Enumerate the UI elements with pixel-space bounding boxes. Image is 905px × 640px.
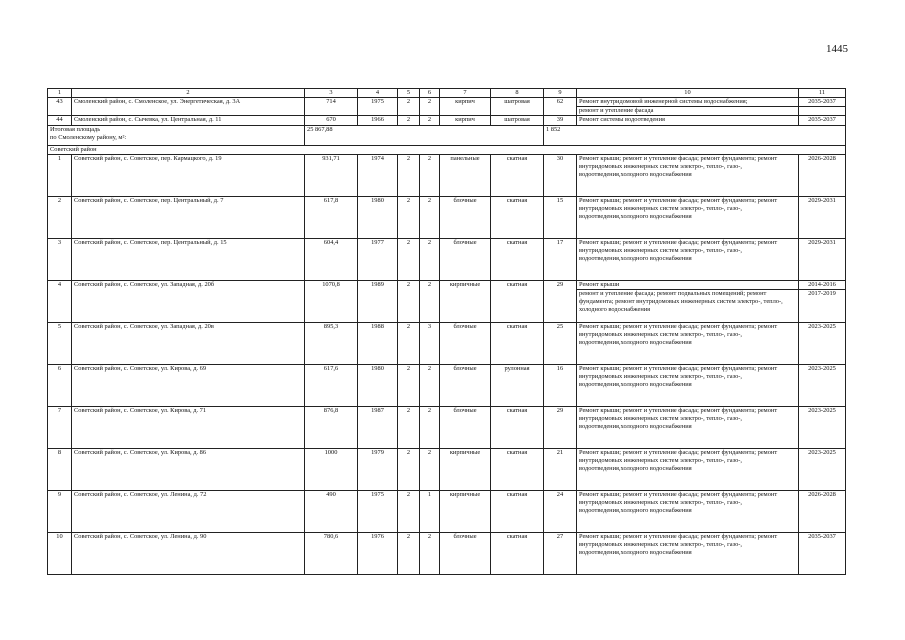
col6-cell: 2 [420, 281, 440, 323]
table-row [48, 533, 846, 575]
address-cell: Советский район, с. Советское, ул. Западная, д. 20в [72, 323, 305, 365]
period-cell: 2026-2028 [799, 155, 846, 197]
address-cell: Советский район, с. Советское, ул. Западная, д. 20б [72, 281, 305, 323]
period-cell: 2029-2031 [799, 197, 846, 239]
area-cell: 780,6 [305, 533, 358, 575]
col9-cell: 29 [544, 281, 577, 323]
year-cell: 1987 [358, 407, 398, 449]
work-cell: Ремонт крыши; ремонт и утепление фасада; ремонт фундамента; ремонт внутридомовых инженерных систем электро-, тепло-, газо-, водоотведения,холодного водоснабжения [577, 197, 799, 239]
row-number: 10 [48, 533, 72, 575]
wall-material-cell: кирпичные [440, 491, 491, 533]
wall-material-cell: блочные [440, 239, 491, 281]
table-row [48, 155, 846, 197]
work-cell: Ремонт крыши; ремонт и утепление фасада; ремонт фундамента; ремонт внутридомовых инженерных систем электро-, тепло-, газо-, водоотведения,холодного водоснабжения [577, 533, 799, 575]
wall-material-cell: блочные [440, 365, 491, 407]
address-cell: Советский район, с. Советское, ул. Кирова, д. 69 [72, 365, 305, 407]
col5-cell: 2 [398, 533, 420, 575]
summary-label-line: Итоговая площадь [50, 126, 101, 133]
col6-cell: 1 [420, 491, 440, 533]
area-cell: 895,3 [305, 323, 358, 365]
column-number: 11 [799, 89, 846, 98]
roof-type-cell: шатровая [491, 98, 544, 116]
address-cell: Смоленский район, с. Сычевка, ул. Центральная, д. 11 [72, 116, 305, 126]
period-cell: 2023-2025 [799, 365, 846, 407]
roof-type-cell: скатная [491, 155, 544, 197]
roof-type-cell: скатная [491, 491, 544, 533]
period-cell: 2035-2037 [799, 116, 846, 126]
roof-type-cell: скатная [491, 449, 544, 491]
area-cell: 617,6 [305, 365, 358, 407]
table-row [48, 116, 846, 126]
area-cell: 876,8 [305, 407, 358, 449]
col9-cell: 21 [544, 449, 577, 491]
address-cell: Смоленский район, с. Смоленское, ул. Энергетическая, д. 3А [72, 98, 305, 116]
area-cell: 931,71 [305, 155, 358, 197]
area-cell: 1000 [305, 449, 358, 491]
row-number: 44 [48, 116, 72, 126]
area-cell: 1070,8 [305, 281, 358, 323]
work-cell: Ремонт крыши; ремонт и утепление фасада; ремонт фундамента; ремонт внутридомовых инженерных систем электро-, тепло-, газо-, водоотведения,холодного водоснабжения [577, 491, 799, 533]
year-cell: 1974 [358, 155, 398, 197]
year-cell: 1966 [358, 116, 398, 126]
work-cell: Ремонт крыши; ремонт и утепление фасада; ремонт фундамента; ремонт внутридомовых инженерных систем электро-, тепло-, газо-, водоотведения,холодного водоснабжения [577, 449, 799, 491]
column-number: 10 [577, 89, 799, 98]
col6-cell: 2 [420, 197, 440, 239]
area-cell: 604,4 [305, 239, 358, 281]
address-cell: Советский район, с. Советское, пер. Кармацкого, д. 19 [72, 155, 305, 197]
section-title: Советский район [48, 146, 846, 155]
summary-area: 25 867,88 [305, 126, 544, 146]
roof-type-cell: скатная [491, 323, 544, 365]
col5-cell: 2 [398, 491, 420, 533]
col9-cell: 15 [544, 197, 577, 239]
table-row [48, 98, 846, 107]
period-cell: 2029-2031 [799, 239, 846, 281]
col5-cell: 2 [398, 281, 420, 323]
col5-cell: 2 [398, 449, 420, 491]
table-row [48, 281, 846, 290]
col9-cell: 25 [544, 323, 577, 365]
roof-type-cell: скатная [491, 533, 544, 575]
year-cell: 1980 [358, 197, 398, 239]
col5-cell: 2 [398, 197, 420, 239]
period-cell [799, 107, 846, 116]
work-cell: Ремонт системы водоотведения [577, 116, 799, 126]
year-cell: 1976 [358, 533, 398, 575]
period-cell: 2035-2037 [799, 98, 846, 107]
column-number: 9 [544, 89, 577, 98]
row-number: 1 [48, 155, 72, 197]
row-number: 9 [48, 491, 72, 533]
col9-cell: 30 [544, 155, 577, 197]
roof-type-cell: скатная [491, 281, 544, 323]
period-cell: 2014-2016 [799, 281, 846, 290]
address-cell: Советский район, с. Советское, пер. Центральный, д. 7 [72, 197, 305, 239]
address-cell: Советский район, с. Советское, пер. Центральный, д. 15 [72, 239, 305, 281]
section-header-row [48, 146, 846, 155]
column-number: 1 [48, 89, 72, 98]
column-number-row [48, 89, 846, 98]
year-cell: 1977 [358, 239, 398, 281]
year-cell: 1975 [358, 491, 398, 533]
period-cell: 2017-2019 [799, 290, 846, 323]
period-cell: 2035-2037 [799, 533, 846, 575]
summary-label [48, 126, 305, 146]
wall-material-cell: блочные [440, 323, 491, 365]
summary-label-line: по Смоленскому району, м²: [50, 134, 127, 141]
period-cell: 2023-2025 [799, 449, 846, 491]
work-cell: Ремонт крыши; ремонт и утепление фасада; ремонт фундамента; ремонт внутридомовых инженерных систем электро-, тепло-, газо-, водоотведения,холодного водоснабжения [577, 155, 799, 197]
address-cell: Советский район, с. Советское, ул. Ленина, д. 90 [72, 533, 305, 575]
col6-cell: 2 [420, 116, 440, 126]
table-row [48, 407, 846, 449]
period-cell: 2023-2025 [799, 323, 846, 365]
work-cell: Ремонт внутридомовой инженерной системы водоснабжения; [577, 98, 799, 107]
roof-type-cell: рулонная [491, 365, 544, 407]
area-cell: 670 [305, 116, 358, 126]
wall-material-cell: кирпич [440, 98, 491, 116]
housing-register-table [47, 88, 846, 575]
col5-cell: 2 [398, 239, 420, 281]
area-cell: 490 [305, 491, 358, 533]
table-row [48, 365, 846, 407]
table-row [48, 491, 846, 533]
roof-type-cell: скатная [491, 197, 544, 239]
page-number: 1445 [826, 43, 848, 55]
table-row [48, 239, 846, 281]
summary-total: 1 852 [544, 126, 846, 146]
col9-cell: 29 [544, 407, 577, 449]
year-cell: 1975 [358, 98, 398, 116]
col5-cell: 2 [398, 323, 420, 365]
wall-material-cell: кирпичные [440, 449, 491, 491]
column-number: 4 [358, 89, 398, 98]
work-cell: Ремонт крыши; ремонт и утепление фасада; ремонт фундамента; ремонт внутридомовых инженерных систем электро-, тепло-, газо-, водоотведения,холодного водоснабжения [577, 323, 799, 365]
row-number: 4 [48, 281, 72, 323]
wall-material-cell: блочные [440, 197, 491, 239]
col6-cell: 2 [420, 239, 440, 281]
address-cell: Советский район, с. Советское, ул. Кирова, д. 86 [72, 449, 305, 491]
work-cell: ремонт и утепление фасада [577, 107, 799, 116]
col9-cell: 39 [544, 116, 577, 126]
col9-cell: 16 [544, 365, 577, 407]
row-number: 6 [48, 365, 72, 407]
col9-cell: 62 [544, 98, 577, 116]
table-row [48, 197, 846, 239]
column-number: 6 [420, 89, 440, 98]
address-cell: Советский район, с. Советское, ул. Ленина, д. 72 [72, 491, 305, 533]
row-number: 2 [48, 197, 72, 239]
year-cell: 1988 [358, 323, 398, 365]
col9-cell: 27 [544, 533, 577, 575]
col6-cell: 2 [420, 155, 440, 197]
roof-type-cell: шатровая [491, 116, 544, 126]
col5-cell: 2 [398, 407, 420, 449]
row-number: 7 [48, 407, 72, 449]
work-cell: Ремонт крыши [577, 281, 799, 290]
year-cell: 1979 [358, 449, 398, 491]
col6-cell: 2 [420, 407, 440, 449]
work-cell: ремонт и утепление фасада; ремонт подвальных помещений; ремонт фундамента; ремонт внутридомовых инженерных систем электро-, тепло-, холодного водоснабжения [577, 290, 799, 323]
wall-material-cell: блочные [440, 533, 491, 575]
area-cell: 714 [305, 98, 358, 116]
roof-type-cell: скатная [491, 407, 544, 449]
col6-cell: 2 [420, 449, 440, 491]
year-cell: 1980 [358, 365, 398, 407]
work-cell: Ремонт крыши; ремонт и утепление фасада; ремонт фундамента; ремонт внутридомовых инженерных систем электро-, тепло-, газо-, водоотведения,холодного водоснабжения [577, 239, 799, 281]
table-row [48, 449, 846, 491]
wall-material-cell: панельные [440, 155, 491, 197]
work-cell: Ремонт крыши; ремонт и утепление фасада; ремонт фундамента; ремонт внутридомовых инженерных систем электро-, тепло-, газо-, водоотведения,холодного водоснабжения [577, 407, 799, 449]
col6-cell: 2 [420, 365, 440, 407]
summary-row [48, 126, 846, 146]
column-number: 3 [305, 89, 358, 98]
col6-cell: 2 [420, 98, 440, 116]
col5-cell: 2 [398, 98, 420, 116]
roof-type-cell: скатная [491, 239, 544, 281]
wall-material-cell: кирпичные [440, 281, 491, 323]
area-cell: 617,8 [305, 197, 358, 239]
work-cell: Ремонт крыши; ремонт и утепление фасада; ремонт фундамента; ремонт внутридомовых инженерных систем электро-, тепло-, газо-, водоотведения,холодного водоснабжения [577, 365, 799, 407]
col6-cell: 2 [420, 533, 440, 575]
wall-material-cell: кирпич [440, 116, 491, 126]
column-number: 7 [440, 89, 491, 98]
table-row [48, 323, 846, 365]
col9-cell: 24 [544, 491, 577, 533]
row-number: 8 [48, 449, 72, 491]
address-cell: Советский район, с. Советское, ул. Кирова, д. 71 [72, 407, 305, 449]
col6-cell: 3 [420, 323, 440, 365]
row-number: 3 [48, 239, 72, 281]
period-cell: 2026-2028 [799, 491, 846, 533]
row-number: 5 [48, 323, 72, 365]
column-number: 5 [398, 89, 420, 98]
col9-cell: 17 [544, 239, 577, 281]
col5-cell: 2 [398, 155, 420, 197]
period-cell: 2023-2025 [799, 407, 846, 449]
wall-material-cell: блочные [440, 407, 491, 449]
column-number: 2 [72, 89, 305, 98]
column-number: 8 [491, 89, 544, 98]
col5-cell: 2 [398, 365, 420, 407]
year-cell: 1989 [358, 281, 398, 323]
col5-cell: 2 [398, 116, 420, 126]
row-number: 43 [48, 98, 72, 116]
